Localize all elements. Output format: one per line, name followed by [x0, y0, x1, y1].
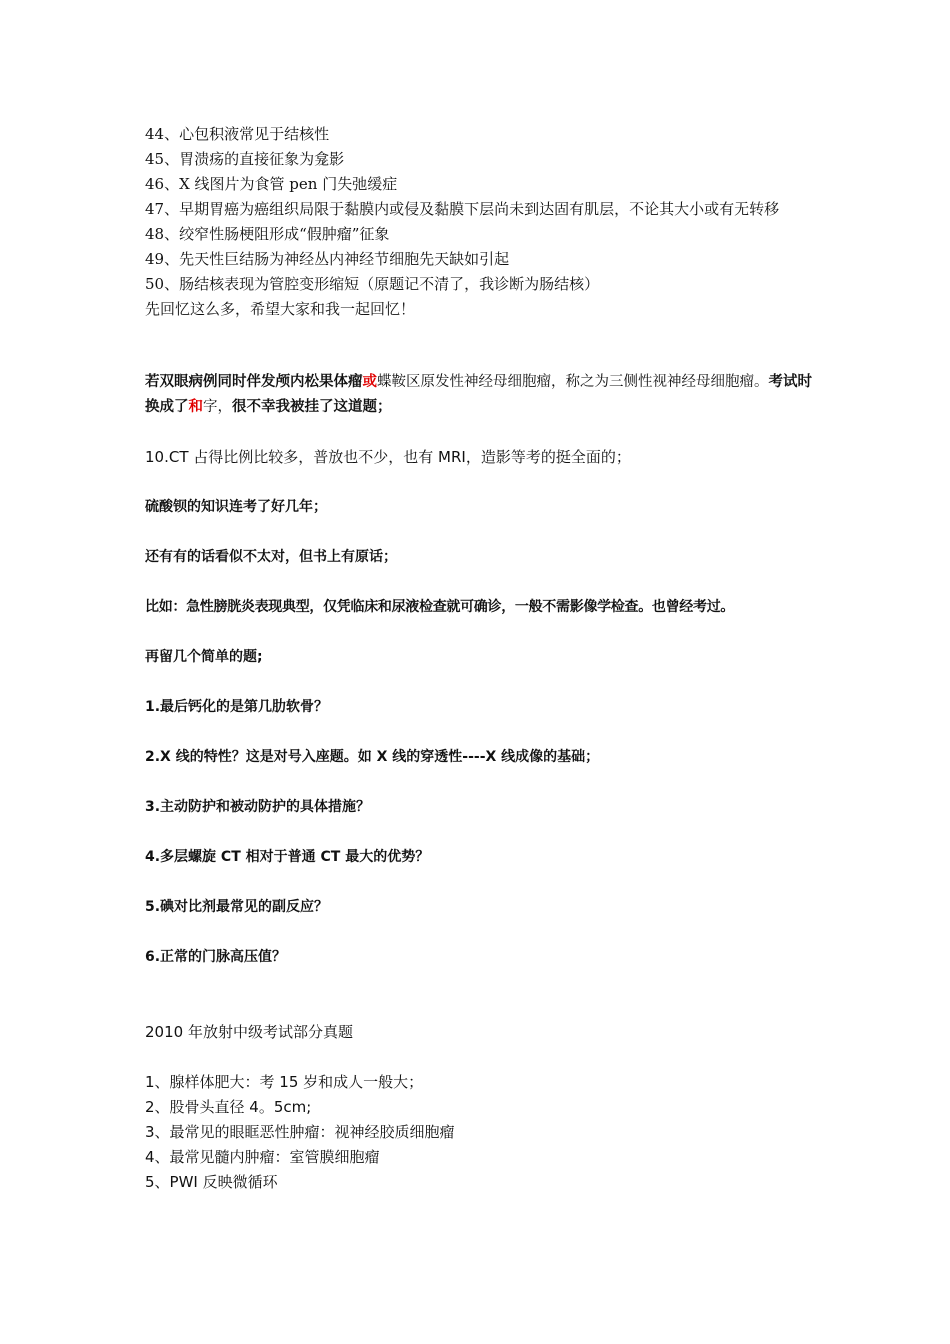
list-item: 49、先天性巨结肠为神经丛内神经节细胞先天缺如引起 [145, 250, 510, 268]
list-item: 4.多层螺旋 CT 相对于普通 CT 最大的优势？ [145, 849, 430, 865]
recall-list [145, 122, 815, 322]
exam-list [145, 1070, 815, 1195]
list-item: 4、最常见髓内肿瘤：室管膜细胞瘤 [145, 1148, 380, 1166]
note-paragraph-book: 还有有的话看似不太对，但书上有原话； [145, 549, 397, 565]
list-item: 3、最常见的眼眶恶性肿瘤：视神经胶质细胞瘤 [145, 1123, 455, 1141]
note-paragraph-intro: 再留几个简单的题; [145, 649, 263, 665]
question-list [145, 695, 815, 970]
note-text: 蝶鞍区原发性神经母细胞瘤，称之为三侧性视神经母细胞瘤。 [377, 374, 769, 390]
document-page [145, 122, 815, 1195]
note-paragraph-barium: 硫酸钡的知识连考了好几年； [145, 499, 327, 515]
list-item: 3.主动防护和被动防护的具体措施？ [145, 799, 371, 815]
list-item: 5、PWI 反映微循环 [145, 1173, 278, 1191]
closing-remark: 先回忆这么多，希望大家和我一起回忆！ [145, 300, 416, 318]
note-text: 考试时换成了 [145, 374, 812, 415]
list-item: 44、心包积液常见于结核性 [145, 125, 330, 143]
highlight-or: 或 [362, 374, 377, 390]
note-text: 很不幸我被挂了这道题； [232, 399, 392, 415]
list-item: 48、绞窄性肠梗阻形成“假肿瘤”征象 [145, 225, 390, 243]
list-item: 1.最后钙化的是第几肋软骨？ [145, 699, 329, 715]
list-item: 45、胃溃疡的直接征象为龛影 [145, 150, 345, 168]
list-item: 5.碘对比剂最常见的副反应？ [145, 899, 329, 915]
list-item: 47、早期胃癌为癌组织局限于黏膜内或侵及黏膜下层尚未到达固有肌层，不论其大小或有无转移 [145, 200, 780, 218]
note-text: 字， [203, 399, 232, 415]
list-item: 2、股骨头直径 4。5cm; [145, 1098, 312, 1116]
note-paragraph-example: 比如：急性膀胱炎表现典型，仅凭临床和尿液检查就可确诊，一般不需影像学检查。也曾经考过。 [145, 599, 735, 615]
list-item: 46、X 线图片为食管 pen 门失弛缓症 [145, 175, 398, 193]
list-item: 50、肠结核表现为管腔变形缩短（原题记不清了，我诊断为肠结核） [145, 275, 600, 293]
note-paragraph-ct: 10.CT 占得比例比较多，普放也不少，也有 MRI，造影等考的挺全面的； [145, 448, 631, 466]
section-title: 2010 年放射中级考试部分真题 [145, 1023, 353, 1041]
list-item: 1、腺样体肥大：考 15 岁和成人一般大； [145, 1073, 424, 1091]
list-item: 2.X 线的特性？这是对号入座题。如 X 线的穿透性----X 线成像的基础； [145, 749, 600, 765]
highlight-and: 和 [188, 399, 203, 415]
note-paragraph-trilateral [145, 370, 815, 420]
note-text: 若双眼病例同时伴发颅内松果体瘤 [145, 374, 363, 390]
list-item: 6.正常的门脉高压值？ [145, 949, 287, 965]
